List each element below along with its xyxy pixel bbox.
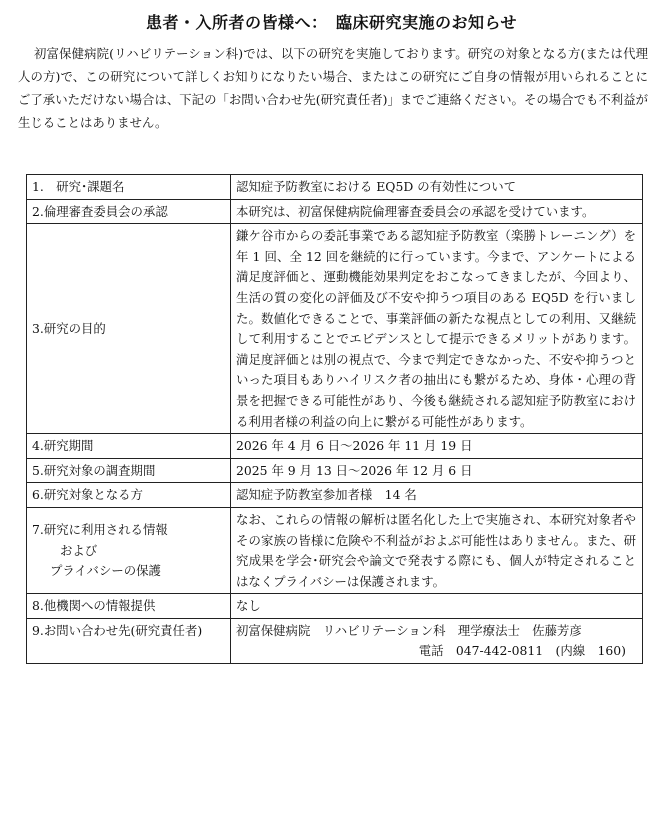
contact-phone: 電話 047-442-0811 (内線 160) xyxy=(418,643,626,659)
row-value: 認知症予防教室における EQ5D の有効性について xyxy=(231,175,643,200)
row-value: 2026 年 4 月 6 日～2026 年 11 月 19 日 xyxy=(231,434,643,459)
table-row xyxy=(27,434,643,459)
page-title: 患者・入所者の皆様へ： 臨床研究実施のお知らせ xyxy=(145,13,518,32)
row-value: 2025 年 9 月 13 日～2026 年 12 月 6 日 xyxy=(231,458,643,483)
row-value: なお、これらの情報の解析は匿名化した上で実施され、本研究対象者やその家族の皆様に危険や不利益がおよぶ可能性はありません。また、研究成果を学会･研究会や論文で発表する際にも、個人が特定されることはなくプライバシーは保護されます。 xyxy=(231,507,643,593)
row-label-line: 7.研究に利用される情報 xyxy=(32,522,168,538)
row-label xyxy=(27,507,231,593)
row-label: 6.研究対象となる方 xyxy=(27,483,231,508)
study-info-table xyxy=(26,174,643,664)
row-label: 1. 研究･課題名 xyxy=(27,175,231,200)
row-label: 9.お問い合わせ先(研究責任者) xyxy=(27,618,231,663)
table-row xyxy=(27,483,643,508)
table-row xyxy=(27,618,643,663)
row-value: 認知症予防教室参加者様 14 名 xyxy=(231,483,643,508)
row-label: 4.研究期間 xyxy=(27,434,231,459)
contact-name: 初富保健病院 リハビリテーション科 理学療法士 佐藤芳彦 xyxy=(236,622,582,638)
row-label: 5.研究対象の調査期間 xyxy=(27,458,231,483)
row-label: 2.倫理審査委員会の承認 xyxy=(27,199,231,224)
row-label: 8.他機関への情報提供 xyxy=(27,594,231,619)
row-value: 鎌ケ谷市からの委託事業である認知症予防教室（楽勝トレーニング）を年 1 回、全 12 回を継続的に行っています。今まで、アンケートによる満足度評価と、運動機能効果判定をおこなってきましたが、今回より、生活の質の変化の評価及び不安や抑うつ項目のある EQ5D を行いました。数値化できることで、事業評価の新たな視点としての利用、又継続して利用することでエビデンスとして提示できるメリットがあります。満足度評価とは別の視点で、今まで判定できなかった、不安や抑うつといった項目もありハイリスク者の抽出にも繋がるため、身体・心理の背景を把握できる可能性があり、今後も継続される認知症予防教室における利用者様の利益の向上に繋がる可能性があります。 xyxy=(231,224,643,434)
row-value: なし xyxy=(231,594,643,619)
table-row xyxy=(27,458,643,483)
row-label-line: プライバシーの保護 xyxy=(50,563,161,579)
table-row xyxy=(27,224,643,434)
table-row xyxy=(27,594,643,619)
row-label-line: および xyxy=(60,542,98,558)
row-value: 本研究は、初富保健病院倫理審査委員会の承認を受けています。 xyxy=(231,199,643,224)
table-row xyxy=(27,507,643,593)
row-value xyxy=(231,618,643,663)
row-label: 3.研究の目的 xyxy=(27,224,231,434)
intro-paragraph: 初富保健病院(リハビリテーション科)では、以下の研究を実施しております。研究の対象となる方(または代理人の方)で、この研究について詳しくお知りになりたい場合、またはこの研究にご自身の情報が用いられることにご了承いただけない場合は、下記の「お問い合わせ先(研究責任者)」までご連絡ください。その場合でも不利益が生じることはありません。 xyxy=(18,46,648,130)
table-row xyxy=(27,175,643,200)
table-row xyxy=(27,199,643,224)
